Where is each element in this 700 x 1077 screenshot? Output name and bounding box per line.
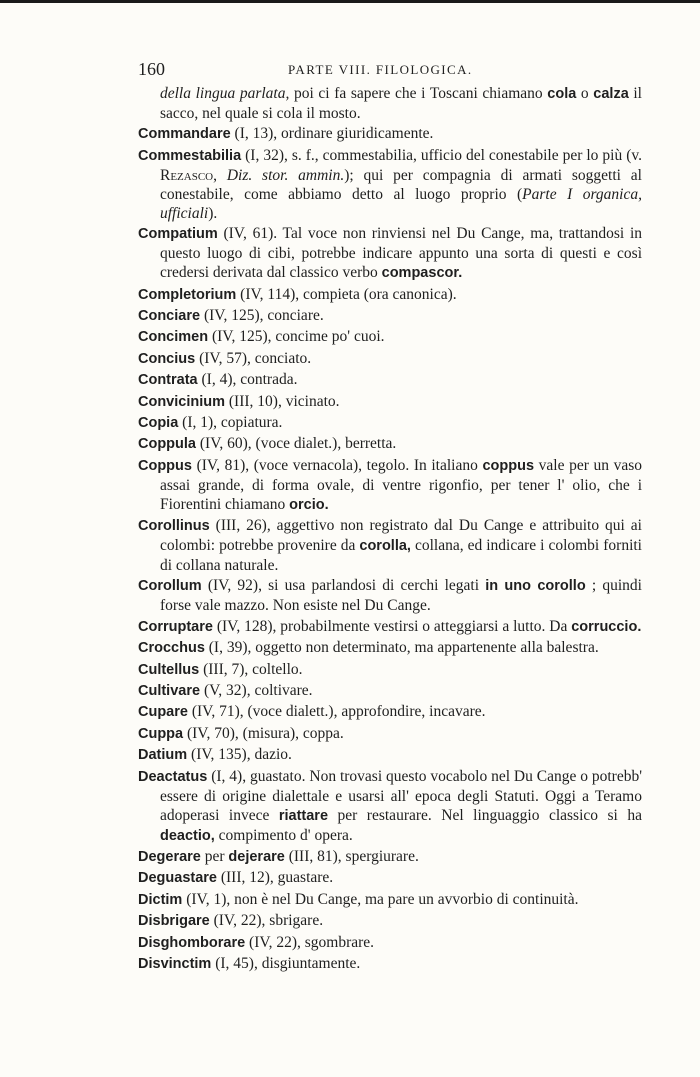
entry-text: , — [213, 166, 227, 184]
page-header — [138, 59, 648, 83]
page-number: 160 — [138, 59, 165, 79]
entry-headword: Cuppa — [138, 725, 184, 742]
bold-term: deactio, — [160, 827, 215, 844]
entry-headword: Copia — [138, 414, 179, 431]
entry-headword: Concius — [138, 350, 196, 367]
author-name: Rezasco — [160, 166, 214, 184]
entry-text: per — [200, 847, 229, 865]
bold-term: corolla, — [359, 538, 411, 555]
entry-text: (IV, 71), (voce dialett.), approfondire, incavare. — [187, 703, 486, 721]
glossary-entry — [138, 370, 642, 390]
glossary-entry — [138, 681, 642, 701]
entry-text: (IV, 114), compieta (ora canonica). — [236, 285, 457, 303]
entry-text: o — [576, 85, 594, 102]
entry-headword: Cultivare — [138, 683, 201, 700]
entry-headword: Compatium — [138, 226, 218, 243]
entry-headword: Disvinctim — [138, 955, 212, 972]
entry-headword: Corruptare — [138, 618, 213, 635]
glossary-entry — [138, 702, 642, 722]
glossary-entry — [138, 724, 642, 744]
glossary-entry — [138, 767, 642, 846]
entry-text: (IV, 125), concime po' cuoi. — [208, 328, 385, 346]
glossary-entry — [138, 306, 642, 326]
entry-headword: Datium — [138, 747, 188, 764]
glossary-entry — [138, 868, 642, 888]
bold-term: calza — [593, 86, 629, 102]
entry-headword: Cultellus — [138, 661, 200, 678]
entry-headword: Corollinus — [138, 518, 210, 535]
entry-headword: Cupare — [138, 704, 188, 721]
entry-headword: Disghomborare — [138, 934, 246, 951]
bold-term: cola — [547, 86, 577, 102]
glossary-entry — [138, 847, 642, 867]
entry-text: (I, 32), s. f., commestabilia, ufficio del conestabile per lo più (v. — [241, 146, 642, 164]
entry-headword: Corollum — [138, 578, 202, 595]
entry-headword: Commestabilia — [138, 147, 242, 164]
entry-headword: Deactatus — [138, 768, 208, 785]
glossary-entry — [138, 660, 642, 680]
bold-term: compascor. — [381, 265, 463, 282]
entry-text: (IV, 61). Tal voce non rinviensi nel Du Cange, ma, trattandosi in questo luogo di cibi, potrebbe indicare appunto una sorta di questi e così credersi derivata dal classico verbo — [160, 225, 642, 282]
glossary-entry — [138, 576, 642, 615]
glossary-entry — [138, 617, 642, 637]
entry-text: (IV, 135), dazio. — [187, 746, 292, 764]
bold-term: orcio. — [289, 496, 329, 513]
entry-text: (I, 4), guastato. Non trovasi questo vocabolo nel Du Cange o potrebb' essere di origine dialettale e usarsi all' epoca degli Statuti. Oggi a Teramo adoperasi invece — [160, 767, 642, 824]
bold-term: dejerare — [228, 848, 285, 865]
bold-term: corruccio. — [571, 618, 642, 635]
entry-headword: Conciare — [138, 307, 201, 324]
entry-headword: Coppus — [138, 457, 192, 474]
glossary-entry — [138, 392, 642, 412]
bold-term: in uno corollo — [485, 578, 586, 595]
glossary-entry — [138, 327, 642, 347]
entry-text: (I, 45), disgiuntamente. — [211, 954, 361, 972]
entry-text: (I, 1), copiatura. — [178, 413, 283, 431]
entry-text: (III, 12), guastare. — [216, 869, 334, 887]
entry-text: (IV, 92), si usa parlandosi di cerchi legati — [201, 577, 486, 595]
italic-citation: Parte I organica, ufficiali — [160, 185, 642, 222]
entry-text: collana, ed indicare i colombi forniti di collana naturale. — [160, 537, 642, 575]
entry-text: (I, 4), contrada. — [197, 371, 298, 389]
entry-headword: Crocchus — [138, 640, 205, 657]
entry-headword: Completorium — [138, 286, 237, 303]
glossary-entry — [138, 413, 642, 433]
entry-text: ); qui per compagnia di armati soggetti al conestabile, come abbiamo detto al luogo proprio ( — [160, 166, 642, 203]
entry-text: il sacco, nel quale si cola il mosto. — [160, 85, 642, 122]
entry-headword: Disbrigare — [138, 913, 210, 930]
entry-text: vale per un vaso assai grande, di forma ovale, di ventre rigonfio, per tener l' olio, che i Fiorentini chiamano — [160, 456, 642, 513]
entry-text: (III, 81), spergiurare. — [284, 847, 419, 865]
glossary-entry — [138, 911, 642, 931]
glossary-entry — [138, 146, 642, 223]
entry-text: (I, 13), ordinare giuridicamente. — [230, 125, 434, 143]
entry-text: compimento d' opera. — [214, 826, 353, 844]
entry-text: (IV, 22), sgombrare. — [245, 933, 375, 951]
entry-text: (V, 32), coltivare. — [200, 682, 313, 700]
entry-continuation — [138, 84, 642, 123]
entry-text: (IV, 125), conciare. — [200, 306, 324, 324]
entry-text: (IV, 70), (misura), coppa. — [183, 724, 344, 742]
glossary-entry — [138, 890, 642, 910]
entry-text: (IV, 57), conciato. — [195, 349, 312, 367]
entry-headword: Coppula — [138, 436, 196, 453]
glossary-entry — [138, 745, 642, 765]
page-top-rule — [0, 0, 700, 3]
glossary-entry — [138, 456, 642, 515]
bold-term: riattare — [278, 807, 329, 824]
entry-text: (IV, 81), (voce vernacola), tegolo. In italiano — [191, 456, 483, 474]
glossary-entry — [138, 638, 642, 658]
entry-text: ; quindi forse vale mazzo. Non esiste nel Du Cange. — [160, 577, 642, 615]
entry-headword: Concimen — [138, 329, 209, 346]
glossary-entry — [138, 124, 642, 144]
glossary-entry — [138, 933, 642, 953]
glossary-entry — [138, 516, 642, 575]
glossary-entry — [138, 434, 642, 454]
entry-text: (III, 10), vicinato. — [225, 392, 340, 410]
entry-headword: Degerare — [138, 848, 201, 865]
glossary-entry — [138, 285, 642, 305]
glossary-entry — [138, 954, 642, 974]
entry-text: (III, 26), aggettivo non registrato dal Du Cange e attribuito qui ai colombi: potrebbe provenire da — [160, 517, 642, 555]
entry-text: ). — [208, 204, 218, 222]
glossary-entry — [138, 224, 642, 283]
entry-text: (IV, 22), sbrigare. — [209, 912, 324, 930]
entry-text: (IV, 1), non è nel Du Cange, ma pare un avvorbio di continuità. — [182, 890, 579, 908]
entry-headword: Deguastare — [138, 870, 217, 887]
entry-text: (IV, 128), probabilmente vestirsi o atteggiarsi a lutto. Da — [212, 617, 572, 635]
entry-text: (III, 7), coltello. — [199, 660, 303, 678]
entry-text: per restaurare. Nel linguaggio classico si ha — [328, 806, 642, 824]
running-header-title: PARTE VIII. FILOLOGICA. — [288, 62, 473, 77]
glossary-column — [138, 84, 642, 975]
entry-headword: Commandare — [138, 126, 231, 143]
entry-headword: Dictim — [138, 891, 183, 908]
entry-headword: Convicinium — [138, 393, 226, 410]
italic-citation: della lingua parlata, — [160, 85, 290, 102]
entry-text: poi ci fa sapere che i Toscani chiamano — [289, 85, 548, 102]
entry-text: (I, 39), oggetto non determinato, ma appartenente alla balestra. — [204, 639, 599, 657]
glossary-entry — [138, 349, 642, 369]
italic-citation: Diz. stor. ammin. — [226, 166, 345, 184]
entry-text: (IV, 60), (voce dialet.), berretta. — [196, 435, 397, 453]
bold-term: coppus — [482, 457, 535, 474]
entry-headword: Contrata — [138, 372, 198, 389]
